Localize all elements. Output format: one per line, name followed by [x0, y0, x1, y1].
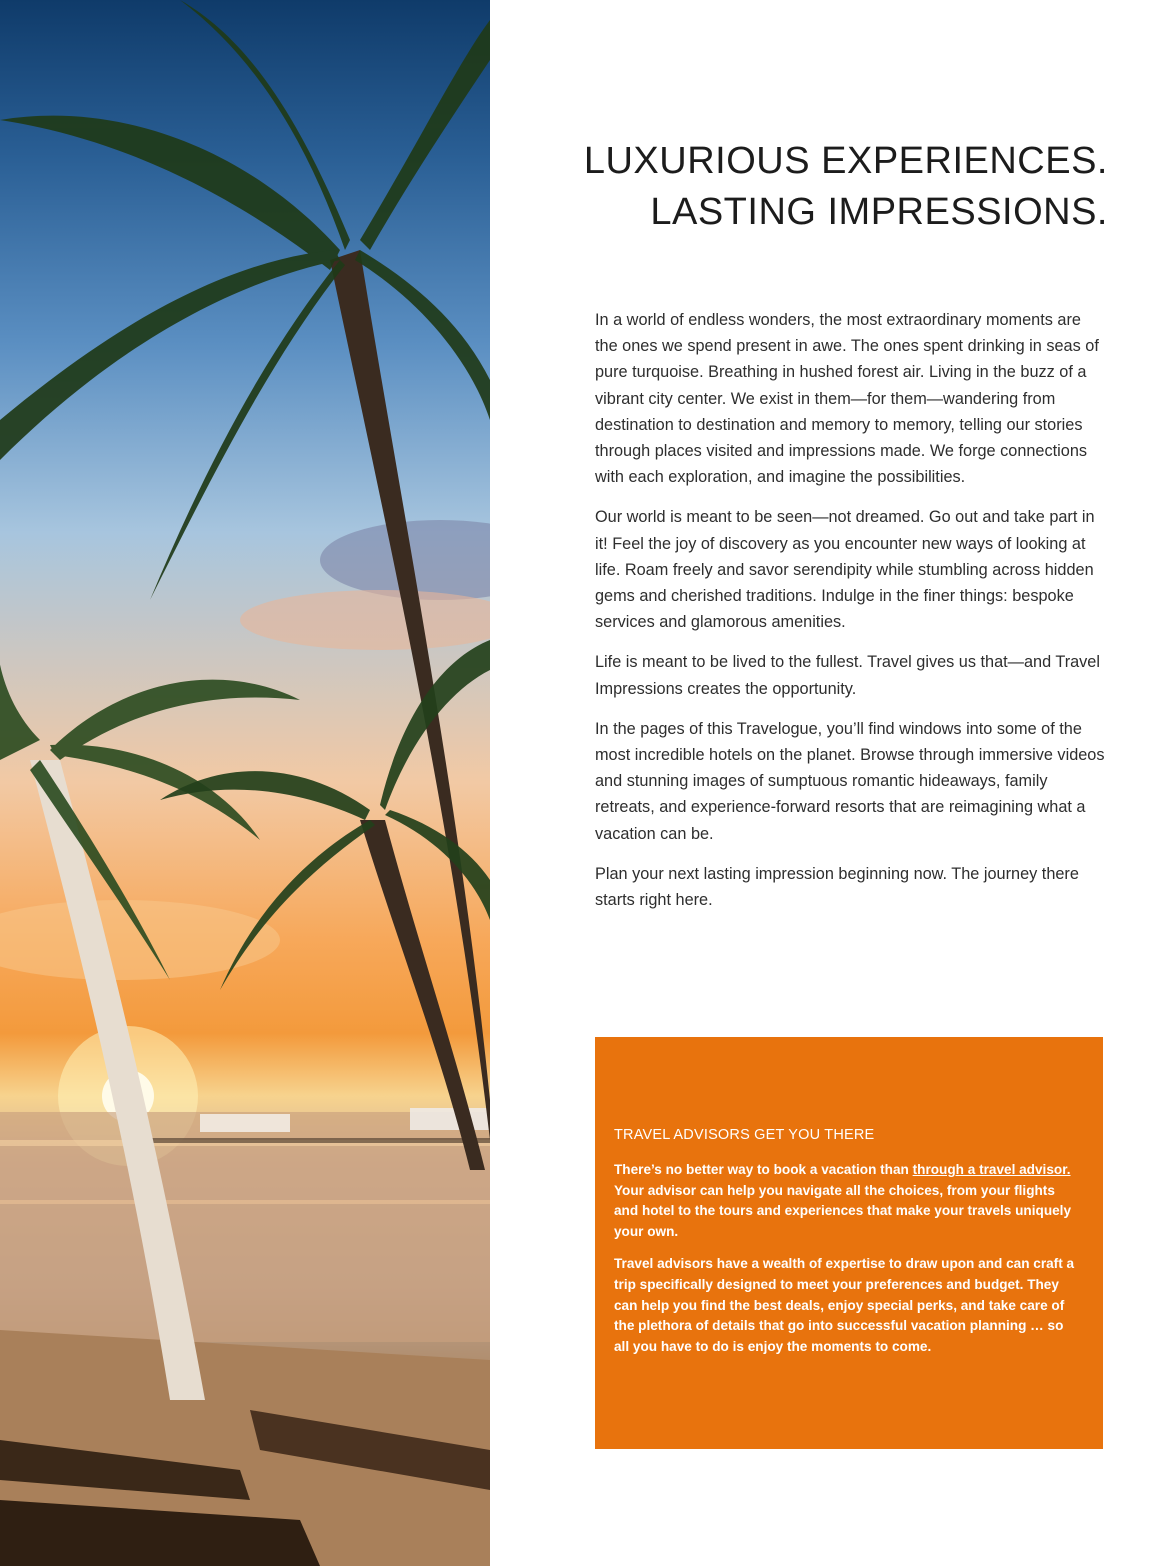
intro-paragraph: In a world of endless wonders, the most extraordinary moments are the ones we spend present in awe. The ones spent drinking in seas of pure turquoise. Breathing in hushed forest air. Living in the buzz of a vibrant city center. We exist in them—for them—wandering from destination to destination and memory to memory, telling our stories through places visited and impressions made. We forge connections with each exploration, and imagine the possibilities. — [595, 311, 1099, 487]
callout-text: There’s no better way to book a vacation than — [614, 1162, 913, 1177]
intro-paragraph: Plan your next lasting impression beginning now. The journey there starts right here. — [595, 864, 1079, 910]
hero-photo — [0, 0, 490, 1566]
callout-text: Your advisor can help you navigate all the choices, from your flights and hotel to the tours and experiences that make your travels uniquely your own. — [614, 1182, 1072, 1239]
callout-title: TRAVEL ADVISORS GET YOU THERE — [614, 1127, 875, 1143]
travel-advisor-callout — [595, 1037, 1103, 1449]
callout-paragraph-2: Travel advisors have a wealth of expertise to draw upon and can craft a trip specifically designed to meet your preferences and budget. They can help you find the best deals, enjoy special perks, and take care of the plethora of details that go into successful vacation planning … so all you have to do is enjoy the moments to come. — [614, 1256, 1075, 1354]
intro-paragraph: Life is meant to be lived to the fullest. Travel gives us that—and Travel Impressions creates the opportunity. — [595, 653, 1100, 698]
callout-paragraph-1 — [614, 1160, 1081, 1242]
intro-text — [595, 307, 1107, 927]
intro-paragraph: Our world is meant to be seen—not dreamed. Go out and take part in it! Feel the joy of discovery as you encounter new ways of looking at life. Roam freely and savor serendipity while stumbling across hidden gems and cherished traditions. Indulge in the finer things: bespoke services and glamorous amenities. — [595, 508, 1095, 632]
page-title-line-1: LUXURIOUS EXPERIENCES. — [583, 140, 1108, 182]
palm-trees-sunset-beach-photo — [0, 0, 490, 1566]
page-title — [548, 136, 1108, 238]
travel-advisor-link[interactable]: through a travel advisor. — [912, 1162, 1071, 1177]
page-title-line-2: LASTING IMPRESSIONS. — [650, 191, 1108, 233]
intro-paragraph: In the pages of this Travelogue, you’ll find windows into some of the most incredible hotels on the planet. Browse through immersive videos and stunning images of sumptuous romantic hideaways, family retreats, and experience-forward resorts that are reimagining what a vacation can be. — [595, 719, 1105, 843]
